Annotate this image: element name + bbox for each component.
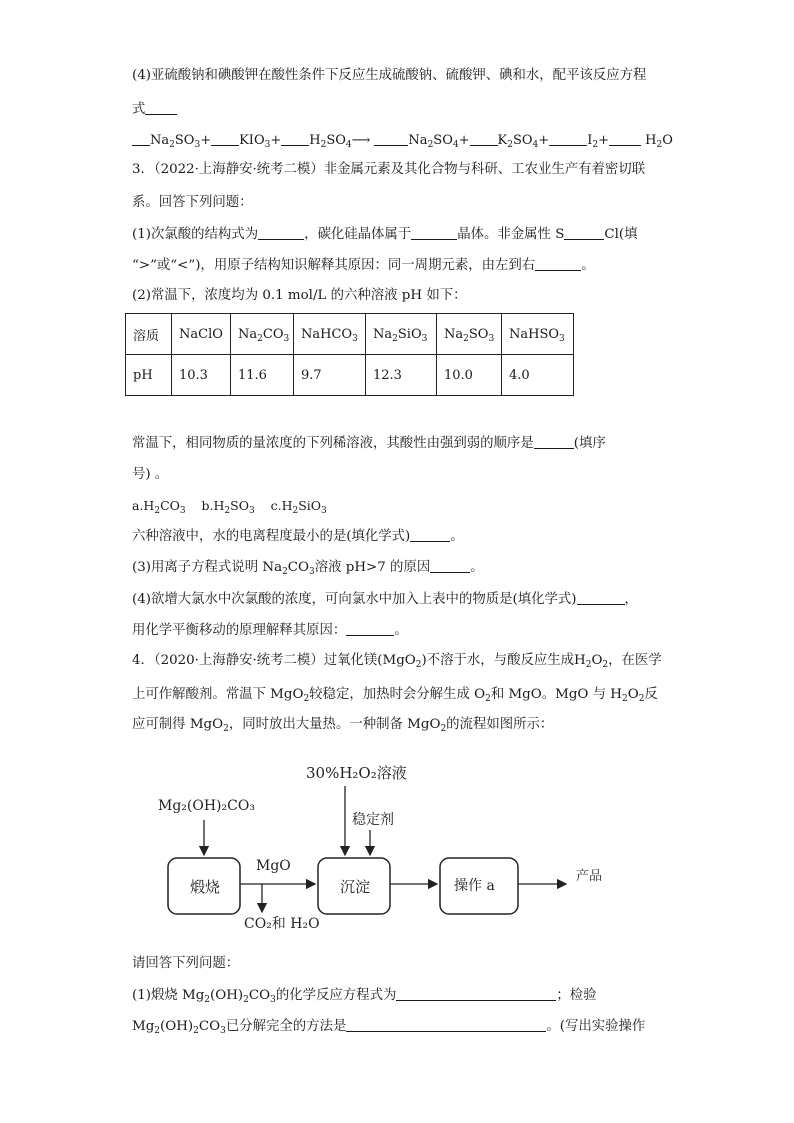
answer-blank[interactable] [411, 225, 457, 240]
answer-blank[interactable] [535, 256, 581, 271]
product-label: 产品 [576, 869, 603, 884]
start-material-label: Mg₂(OH)₂CO₃ [158, 798, 255, 814]
answer-blank[interactable] [258, 225, 304, 240]
q4-ask: 请回答下列问题： [132, 956, 240, 971]
stabilizer-label: 稳定剂 [352, 812, 394, 828]
table-cell: NaHSO$_3$ [502, 314, 574, 355]
q3-line1: 3．（2022·上海静安·统考二模）非金属元素及其化合物与科研、工农业生产有着密切联 [132, 162, 646, 177]
table-row-header [126, 314, 574, 355]
table-cell: pH [126, 355, 172, 396]
answer-blank[interactable] [346, 1017, 546, 1032]
q3-acidity-cont: 号) 。 [132, 467, 169, 482]
q3-acidity: 常温下，相同物质的量浓度的下列稀溶液，其酸性由强到弱的顺序是 (填序 [132, 436, 606, 451]
coef-blank-6[interactable] [549, 131, 587, 146]
q4-line2: 上可作解酸剂。常温下 MgO$_2$较稳定，加热时会分解生成 $O_2$和 MgO。MgO 与 $H_2O_2$反 [132, 687, 658, 704]
table-row-ph [126, 355, 574, 396]
table-cell: 10.3 [172, 355, 231, 396]
table-cell: NaClO [172, 314, 231, 355]
answer-blank[interactable] [564, 225, 604, 240]
q3-line2: 系。回答下列问题： [132, 195, 253, 210]
operation-a-label: 操作 a [454, 878, 495, 894]
q4-sub1-cont: $Mg_2(OH)_2CO_3$已分解完全的方法是 。(写出实验操作 [132, 1019, 646, 1036]
mgo-label: MgO [256, 858, 291, 874]
table-cell: $Na_2CO_3$ [231, 314, 294, 355]
q4-line1: 4．（2020·上海静安·统考二模）过氧化镁(MgO$_2$)不溶于水，与酸反应生成$H_2O_2$，在医学 [132, 653, 662, 670]
answer-blank[interactable] [396, 986, 556, 1001]
q-prev-4-line1: (4)亚硫酸钠和碘酸钾在酸性条件下反应生成硫酸钠、硫酸钾、碘和水，配平该反应方程 [132, 68, 647, 83]
answer-blank[interactable] [577, 590, 625, 605]
process-flow-diagram [140, 752, 640, 942]
q3-part1-cont: “>”或“<”)，用原子结构知识解释其原因：同一周期元素，由左到右 。 [132, 258, 595, 273]
q-prev-4-line2: 式 [132, 100, 177, 119]
answer-blank[interactable] [410, 527, 450, 542]
q3-part4: (4)欲增大氯水中次氯酸的浓度，可向氯水中加入上表中的物质是(填化学式) ， [132, 592, 638, 607]
answer-blank[interactable] [430, 558, 470, 573]
table-cell: 11.6 [231, 355, 294, 396]
q3-part1: (1)次氯酸的结构式为 ，碳化硅晶体属于 晶体。非金属性 S Cl(填 [132, 227, 638, 242]
precipitate-label: 沉淀 [340, 878, 371, 896]
answer-blank[interactable] [534, 434, 574, 449]
coef-blank-5[interactable] [470, 131, 498, 146]
calcine-label: 煅烧 [190, 878, 221, 896]
table-cell: $Na_2SO_3$ [437, 314, 502, 355]
q3-part2: (2)常温下，浓度均为 0.1 mol/L 的六种溶液 pH 如下： [132, 288, 467, 303]
table-cell: 溶质 [126, 314, 172, 355]
reagent-h2o2-label: 30%H₂O₂溶液 [306, 764, 407, 782]
answer-blank[interactable] [145, 100, 177, 115]
q3-ionization: 六种溶液中，水的电离程度最小的是(填化学式) 。 [132, 529, 464, 544]
coef-blank-1[interactable] [132, 131, 150, 146]
answer-blank[interactable] [346, 621, 394, 636]
coef-blank-2[interactable] [211, 131, 239, 146]
table-cell: 4.0 [502, 355, 574, 396]
q3-part4-cont: 用化学平衡移动的原理解释其原因： 。 [132, 623, 408, 638]
table-cell: NaHCO$_3$ [294, 314, 366, 355]
q4-sub1: (1)煅烧 $Mg_2(OH)_2CO_3$的化学反应方程式为 ；检验 [132, 988, 597, 1005]
coef-blank-3[interactable] [281, 131, 309, 146]
coef-blank-4[interactable] [374, 131, 408, 146]
coef-blank-7[interactable] [609, 131, 641, 146]
q3-part3: (3)用离子方程式说明 $Na_2CO_3$溶液 pH>7 的原因 。 [132, 560, 484, 577]
table-cell: 9.7 [294, 355, 366, 396]
balance-equation: $Na_2SO_3+ KIO_3+$ $H_2SO_4⟶$ $Na_2SO_4+ K_2SO_4+ I_2+ H_2O$ [132, 131, 673, 150]
table-cell: 12.3 [366, 355, 437, 396]
byproduct-label: CO₂和 H₂O [244, 916, 320, 932]
q4-line3: 应可制得 MgO$_2$，同时放出大量热。一种制备 MgO$_2$的流程如图所示： [132, 717, 554, 734]
q3-options: $a.H_2CO_3$ $b.H_2SO_3$ $c.H_2SiO_3$ [132, 498, 327, 516]
table-cell: $Na_2SiO_3$ [366, 314, 437, 355]
ph-table [125, 313, 574, 396]
table-cell: 10.0 [437, 355, 502, 396]
